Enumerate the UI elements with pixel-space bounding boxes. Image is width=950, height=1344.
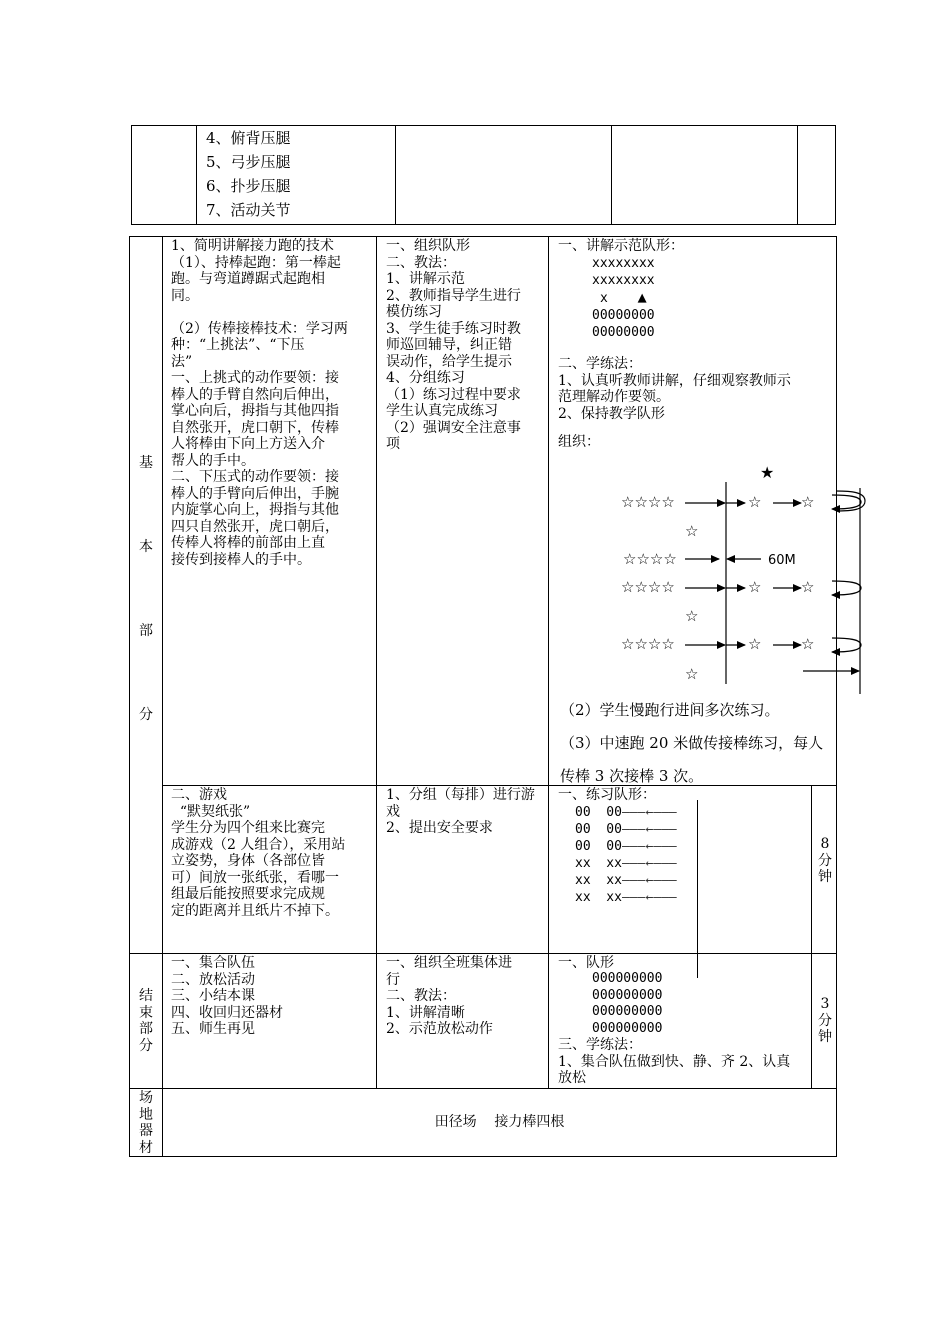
content-line: 二、下压式的动作要领：接 [171, 469, 339, 485]
formation-row: 00 00———←——— [575, 805, 677, 820]
method-game [386, 787, 546, 837]
content-line: 种：“上挑法”、“下压 [171, 337, 305, 353]
venue-label-char: 地 [139, 1106, 153, 1123]
content-line: 二、游戏 [171, 787, 227, 803]
column-divider [548, 236, 549, 1088]
content-line: 二、放松活动 [171, 971, 255, 988]
method-line: 一、组织队形 [386, 238, 470, 254]
venue-label [132, 1090, 160, 1156]
arrow-line-icon: ———←——— [621, 873, 677, 888]
note-line: （2）学生慢跑行进间多次练习。 [560, 701, 780, 719]
warmup-item: 5、弓步压腿 [206, 153, 291, 171]
arrow-line-icon: ———←——— [621, 805, 677, 820]
method-line: 二、教法： [386, 254, 456, 271]
content-line: 传棒人将棒的前部由上直 [171, 535, 325, 551]
distance-label: 60M [768, 553, 796, 568]
group-stars: ☆☆☆☆ [623, 550, 677, 568]
relay-diagram [615, 458, 870, 698]
time-char: 分 [818, 852, 832, 869]
group-stars: ☆☆☆☆ [621, 578, 675, 596]
star-icon: ☆ [801, 578, 815, 596]
star-icon: ☆ [801, 493, 815, 511]
learn-title: 二、学练法： [558, 356, 642, 372]
time-char: 分 [818, 1012, 832, 1029]
star-icon: ☆ [801, 635, 815, 653]
top-table-divider [797, 125, 798, 225]
content-line: 组最后能按照要求完成规 [171, 886, 325, 902]
warmup-list [206, 126, 291, 222]
learn-method [558, 356, 818, 422]
content-line: 五、师生再见 [171, 1021, 255, 1037]
teacher-marker: x [600, 291, 608, 306]
method-line: 戏 [386, 803, 400, 820]
arrow-line-icon: ———←——— [621, 822, 677, 837]
content-line: 立姿势，身体（各部位皆 [171, 853, 325, 869]
formation-row: 00000000 [592, 308, 655, 323]
note-line: 传棒 3 次接棒 3 次。 [560, 767, 704, 785]
org-label: 组织： [558, 434, 600, 450]
content-line: （2）传棒接棒技术：学习两 [171, 320, 348, 337]
formation-row: 000000000 [592, 987, 663, 1003]
content-line: “默契纸张” [171, 803, 251, 820]
formation-row: 00 00———←——— [575, 839, 677, 854]
practice-notes [560, 694, 823, 793]
method-line: 一、组织全班集体进 [386, 955, 512, 971]
formation-row: 00000000 [592, 325, 655, 340]
content-line: 接传到接棒人的手中。 [171, 551, 311, 568]
content-game [171, 787, 376, 919]
formation-row: 000000000 [592, 1020, 663, 1036]
time-game [815, 836, 835, 886]
content-line: 1、简明讲解接力跑的技术 [171, 238, 334, 254]
method-line: 2、提出安全要求 [386, 820, 493, 836]
time-ending [815, 996, 835, 1046]
content-line: 掌心向后，拇指与其他四指 [171, 403, 339, 419]
method-line: 误动作，给学生提示 [386, 353, 512, 370]
content-line: 跑。与弯道蹲踞式起跑相 [171, 271, 325, 287]
venue-label-char: 材 [139, 1139, 153, 1156]
content-line: 一、上挑式的动作要领：接 [171, 370, 339, 386]
star-icon: ☆ [685, 607, 699, 625]
section-label-char: 部 [139, 623, 153, 639]
content-line: 同。 [171, 287, 199, 304]
formation-row: 000000000 [592, 1004, 663, 1019]
section-label-ending [132, 988, 160, 1054]
finish-line [697, 800, 698, 978]
content-line: 一、集合队伍 [171, 955, 255, 971]
method-line: 项 [386, 436, 400, 452]
warmup-item: 6、扑步压腿 [206, 177, 291, 195]
teacher-star-icon: ★ [760, 463, 775, 482]
formation-row: xx xx———←——— [575, 873, 677, 888]
time-column-divider [811, 785, 812, 1088]
method-relay [386, 238, 546, 453]
top-table-divider [611, 125, 612, 225]
star-icon: ☆ [685, 522, 699, 540]
time-char: 3 [820, 996, 830, 1012]
content-line: 棒人的手臂自然向后伸出， [171, 386, 339, 403]
top-table-divider [196, 125, 197, 225]
method-line: 学生认真完成练习 [386, 403, 498, 419]
method-line: 师巡回辅导，纠正错 [386, 337, 512, 353]
method-line: （2）强调安全注意事 [386, 419, 521, 436]
teacher-triangle-icon: ▲ [637, 288, 647, 306]
content-ending [171, 955, 376, 1038]
learn-title: 三、学练法： [558, 1037, 642, 1053]
section-label-basic [132, 455, 160, 724]
venue-label-char: 场 [139, 1090, 153, 1106]
method-line: 2、教师指导学生进行 [386, 287, 521, 304]
practice-formation-title: 一、练习队形： [558, 787, 656, 803]
warmup-item: 7、活动关节 [206, 201, 291, 219]
method-line: 3、学生徒手练习时教 [386, 320, 521, 337]
formation-row: xx xx———←——— [575, 856, 677, 871]
group-stars: ☆☆☆☆ [621, 635, 675, 653]
learn-line: 1、认真听教师讲解，仔细观察教师示 [558, 372, 791, 389]
content-line [171, 304, 376, 321]
method-line: （1）练习过程中要求 [386, 386, 521, 403]
method-line: 二、教法： [386, 988, 456, 1004]
ending-learn [558, 1037, 810, 1087]
content-line: 四、收回归还器材 [171, 1004, 283, 1021]
content-line: 可）间放一张纸张，看哪一 [171, 869, 339, 886]
method-line: 1、讲解清晰 [386, 1004, 465, 1021]
ending-formation [592, 971, 662, 1037]
content-line: 人将棒由下向上方送入介 [171, 436, 325, 452]
group-stars: ☆☆☆☆ [621, 493, 675, 511]
arrow-line-icon: ———←——— [621, 890, 677, 905]
method-line: 模仿练习 [386, 304, 442, 320]
formation-row [592, 289, 655, 307]
formation-row: 000000000 [592, 971, 663, 986]
section-label-char: 分 [139, 707, 153, 723]
method-line: 2、示范放松动作 [386, 1021, 493, 1037]
method-ending [386, 955, 546, 1038]
method-line: 1、分组（每排）进行游 [386, 787, 535, 803]
section-label-char: 分 [139, 1037, 153, 1054]
content-line: 成游戏（2 人组合），采用站 [171, 836, 346, 853]
demo-formation [592, 255, 655, 341]
method-line: 行 [386, 971, 400, 988]
venue-content: 田径场 接力棒四根 [434, 1114, 565, 1130]
arrow-line-icon: ———←——— [621, 839, 677, 854]
star-icon: ☆ [748, 635, 762, 653]
org-title: 一、讲解示范队形： [558, 238, 684, 254]
time-char: 8 [820, 836, 830, 852]
content-line: 三、小结本课 [171, 988, 255, 1004]
method-line: 1、讲解示范 [386, 271, 465, 287]
label-column-divider [162, 236, 163, 1157]
learn-line: 放松 [558, 1070, 586, 1086]
formation-row: xxxxxxxx [592, 256, 655, 271]
column-divider [376, 236, 377, 1088]
content-line: 内旋掌心向上，拇指与其他 [171, 502, 339, 518]
section-label-char: 束 [139, 1004, 153, 1021]
arrow-line-icon: ———←——— [621, 856, 677, 871]
content-line: 定的距离并且纸片不掉下。 [171, 902, 339, 919]
practice-formation [575, 804, 677, 906]
content-line: 自然张开，虎口朝下，传棒 [171, 419, 339, 436]
section-label-char: 结 [139, 988, 153, 1004]
ending-formation-title: 一、队形 [558, 955, 614, 971]
formation-row: xxxxxxxx [592, 273, 655, 288]
top-table-divider [395, 125, 396, 225]
note-line: （3）中速跑 20 米做传接棒练习，每人 [560, 734, 824, 752]
content-line: 学生分为四个组来比赛完 [171, 820, 325, 836]
row-divider [129, 953, 837, 954]
content-line: 法” [171, 353, 193, 370]
learn-line: 2、保持教学队形 [558, 405, 665, 422]
method-line: 4、分组练习 [386, 370, 465, 386]
learn-line: 1、集合队伍做到快、静、齐 2、认真 [558, 1053, 791, 1070]
formation-row: 00 00———←——— [575, 822, 677, 837]
star-icon: ☆ [748, 493, 762, 511]
content-line: 帮人的手中。 [171, 452, 255, 469]
content-line: （1）、持棒起跑：第一棒起 [171, 254, 341, 271]
time-char: 钟 [818, 1029, 832, 1045]
content-line: 棒人的手臂向后伸出，手腕 [171, 485, 339, 502]
row-divider [129, 1088, 837, 1089]
star-icon: ☆ [748, 578, 762, 596]
warmup-item: 4、俯背压腿 [206, 129, 291, 147]
content-line: 四只自然张开，虎口朝后， [171, 518, 339, 535]
formation-row: xx xx———←——— [575, 890, 677, 905]
content-relay-technique [171, 238, 376, 568]
learn-line: 范理解动作要领。 [558, 389, 670, 405]
section-label-char: 基 [139, 455, 153, 471]
time-char: 钟 [818, 869, 832, 885]
star-icon: ☆ [685, 665, 699, 683]
section-label-char: 部 [139, 1021, 153, 1037]
venue-label-char: 器 [139, 1123, 153, 1139]
section-label-char: 本 [139, 539, 153, 555]
